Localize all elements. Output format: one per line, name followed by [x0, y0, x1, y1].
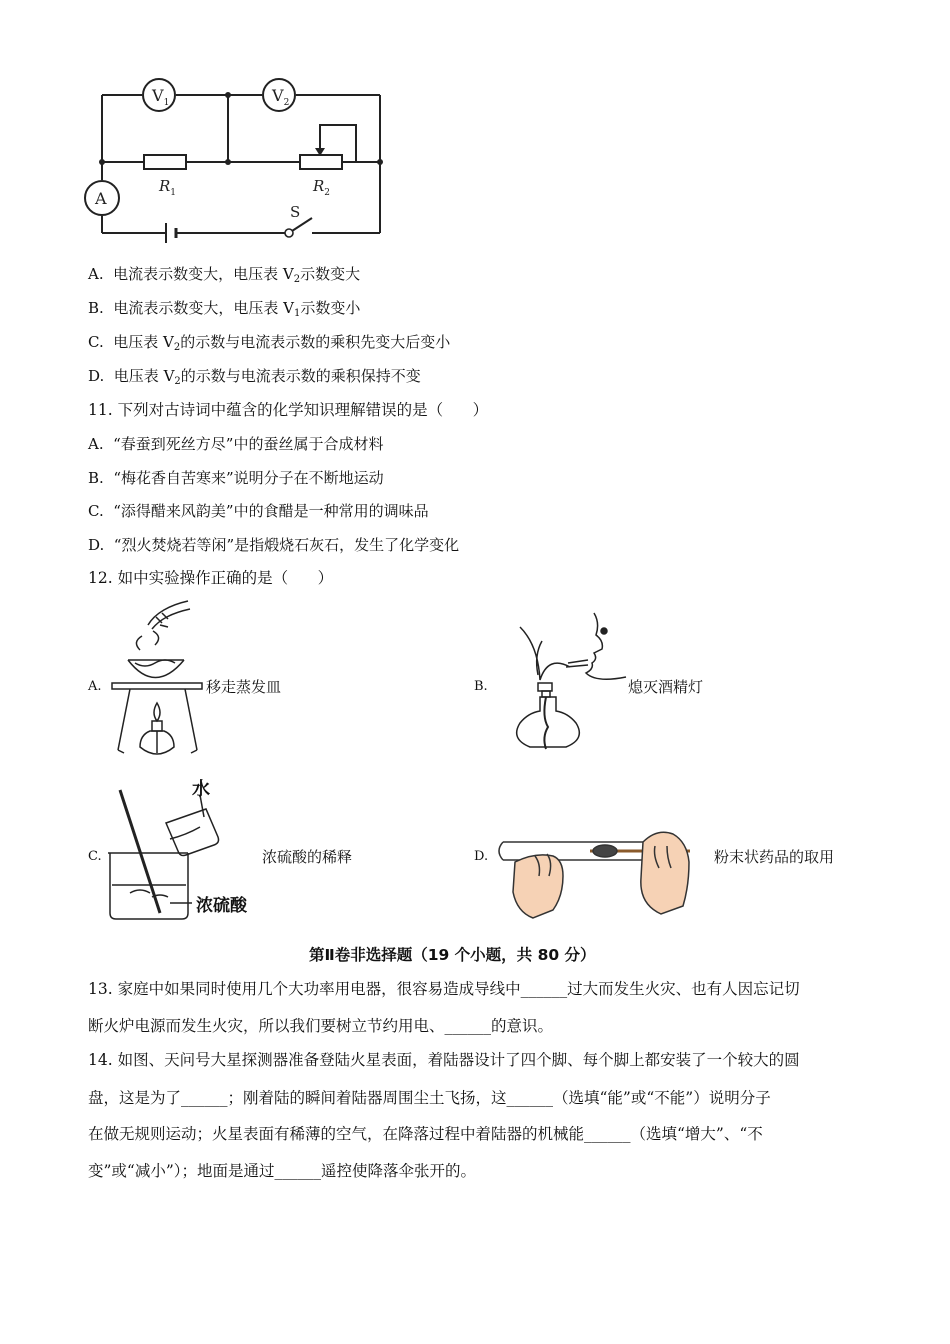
- alcohol-lamp-figure: [508, 605, 638, 760]
- q12-c-letter: C.: [88, 849, 102, 864]
- svg-text:R1: $R_1$: [159, 177, 177, 198]
- q12-d-caption: 粉末状药品的取用: [714, 848, 835, 866]
- evaporating-dish-figure: [100, 595, 210, 770]
- q10-option-b: B. 电流表示数变大，电压表 $V_1$示数变小: [88, 299, 361, 319]
- q13-line-1: 13. 家庭中如果同时使用几个大功率用电器，很容易造成导线中______过大而发生火灾、也有人因忘记切: [88, 980, 800, 998]
- q12-b-letter: B.: [474, 679, 488, 694]
- powder-test-tube-figure: [495, 822, 710, 922]
- acid-dilution-figure: [100, 775, 270, 925]
- q12-a-letter: A.: [88, 679, 102, 694]
- resistor-r1: [144, 155, 186, 169]
- svg-text:S: S: [290, 203, 301, 221]
- q12-a-caption: 移走蒸发皿: [206, 678, 282, 696]
- q10-option-a: A. 电流表示数变大，电压表 $V_2$示数变大: [88, 265, 361, 285]
- switch: [285, 203, 312, 237]
- svg-text:R2: $R_2$: [313, 177, 331, 198]
- q12-b-caption: 熄灭酒精灯: [628, 678, 704, 696]
- battery: [166, 223, 176, 243]
- resistor-r2: [300, 155, 342, 169]
- circuit-diagram: [80, 70, 400, 255]
- q14-line-4: 变”或“减小”）；地面是通过______遥控使降落伞张开的。: [88, 1162, 477, 1180]
- svg-text:水: 水: [192, 779, 210, 800]
- q14-line-3: 在做无规则运动；火星表面有稀薄的空气，在降落过程中着陆器的机械能______（选填“增大”、“不: [88, 1125, 763, 1143]
- q10-option-d: D. 电压表 $V_2$的示数与电流表示数的乘积保持不变: [88, 367, 421, 387]
- q11-stem: 11. 下列对古诗词中蕴含的化学知识理解错误的是（ ）: [88, 401, 489, 419]
- section-2-title: 第Ⅱ卷非选择题（19 个小题，共 80 分）: [309, 946, 596, 964]
- q13-line-2: 断火炉电源而发生火灾，所以我们要树立节约用电、______的意识。: [88, 1017, 554, 1035]
- q12-stem: 12. 如中实验操作正确的是（ ）: [88, 569, 334, 587]
- svg-text:浓硫酸: 浓硫酸: [196, 896, 247, 916]
- q11-option-c: C. “添得醋来风韵美”中的食醋是一种常用的调味品: [88, 502, 429, 520]
- q11-option-a: A. “春蚕到死丝方尽”中的蚕丝属于合成材料: [88, 435, 384, 453]
- q14-line-2: 盘，这是为了______；刚着陆的瞬间着陆器周围尘土飞扬，这______（选填“能”或“不能”）说明分子: [88, 1089, 771, 1107]
- q12-d-letter: D.: [474, 849, 489, 864]
- svg-text:A: A: [95, 189, 107, 208]
- q12-c-caption: 浓硫酸的稀释: [262, 848, 353, 866]
- q11-option-b: B. “梅花香自苦寒来”说明分子在不断地运动: [88, 469, 384, 487]
- q11-option-d: D. “烈火焚烧若等闲”是指煅烧石灰石，发生了化学变化: [88, 536, 460, 554]
- svg-text:V2: $V_2$: [272, 86, 290, 108]
- svg-text:V1: $V_1$: [152, 86, 170, 108]
- q10-option-c: C. 电压表 $V_2$的示数与电流表示数的乘积先变大后变小: [88, 333, 451, 353]
- q14-line-1: 14. 如图、天问号大星探测器准备登陆火星表面，着陆器设计了四个脚、每个脚上都安装了一个较大的圆: [88, 1051, 800, 1069]
